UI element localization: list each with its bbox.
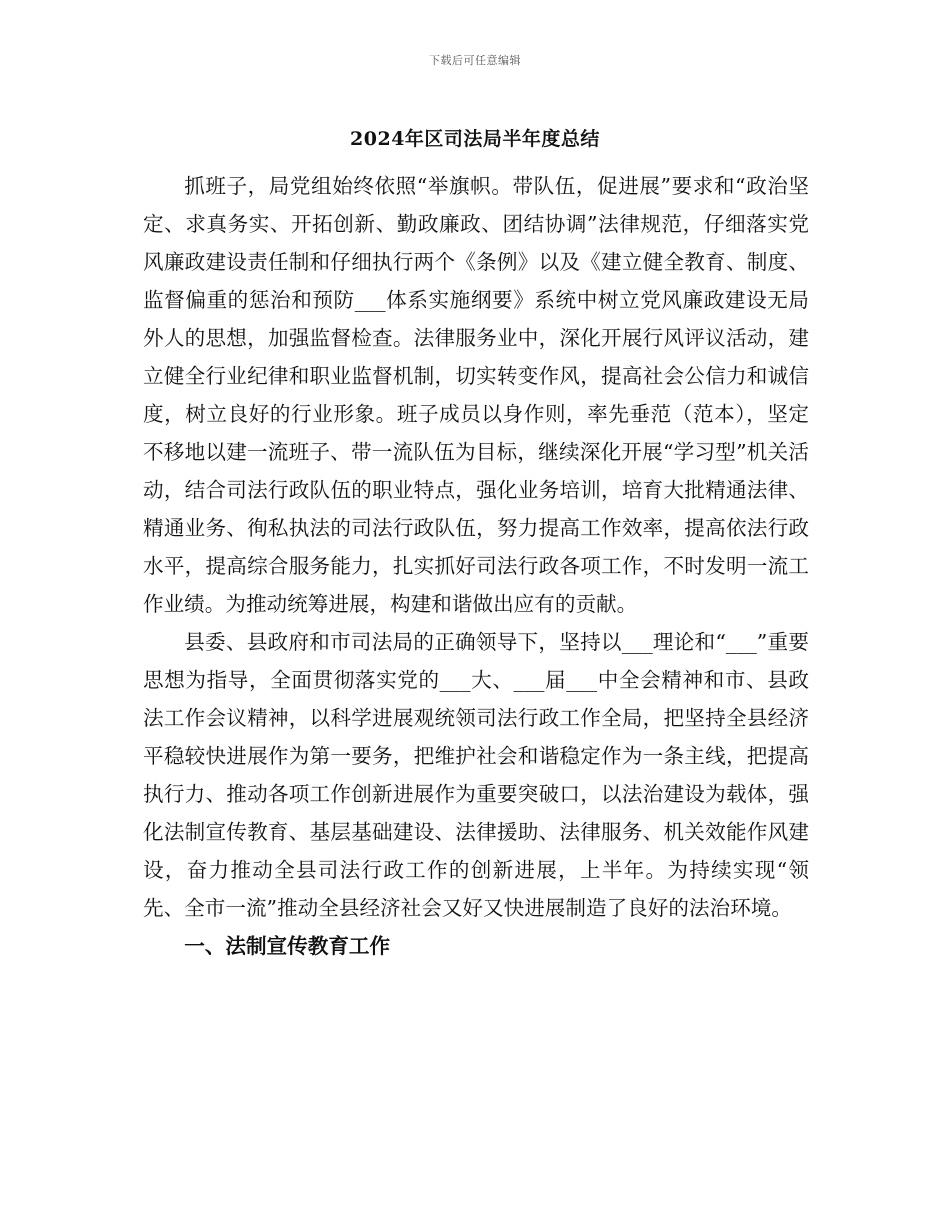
document-body [143, 167, 809, 965]
paragraph-2: 县委、县政府和市司法局的正确领导下，坚持以___理论和“___”重要思想为指导，全面贯彻落实党的___大、___届___中全会精神和市、县政法工作会议精神，以科学进展观统领司法行政工作全局，把坚持全县经济平稳较快进展作为第一要务，把维护社会和谐稳定作为一条主线，把提高执行力、推动各项工作创新进展作为重要突破口，以法治建设为载体，强化法制宣传教育、基层基础建设、法律援助、法律服务、机关效能作风建设，奋力推动全县司法行政工作的创新进展，上半年。为持续实现“领先、全市一流”推动全县经济社会又好又快进展制造了良好的法治环境。 [143, 630, 809, 920]
document-title: 2024年区司法局半年度总结 [350, 128, 600, 150]
section-heading: 一、法制宣传教育工作 [184, 934, 391, 958]
header-note: 下载后可任意编辑 [429, 54, 521, 67]
paragraph-1: 抓班子，局党组始终依照“举旗帜。带队伍，促进展”要求和“政治坚定、求真务实、开拓创新、勤政廉政、团结协调”法律规范，仔细落实党风廉政建设责任制和仔细执行两个《条例》以及《建立健全教育、制度、监督偏重的惩治和预防___体系实施纲要》系统中树立党风廉政建设无局外人的思想，加强监督检查。法律服务业中，深化开展行风评议活动，建立健全行业纪律和职业监督机制，切实转变作风，提高社会公信力和诚信度，树立良好的行业形象。班子成员以身作则，率先垂范（范本），坚定不移地以建一流班子、带一流队伍为目标，继续深化开展“学习型”机关活动，结合司法行政队伍的职业特点，强化业务培训，培育大批精通法律、精通业务、徇私执法的司法行政队伍，努力提高工作效率，提高依法行政水平，提高综合服务能力，扎实抓好司法行政各项工作，不时发明一流工作业绩。为推动统筹进展，构建和谐做出应有的贡献。 [143, 174, 809, 616]
